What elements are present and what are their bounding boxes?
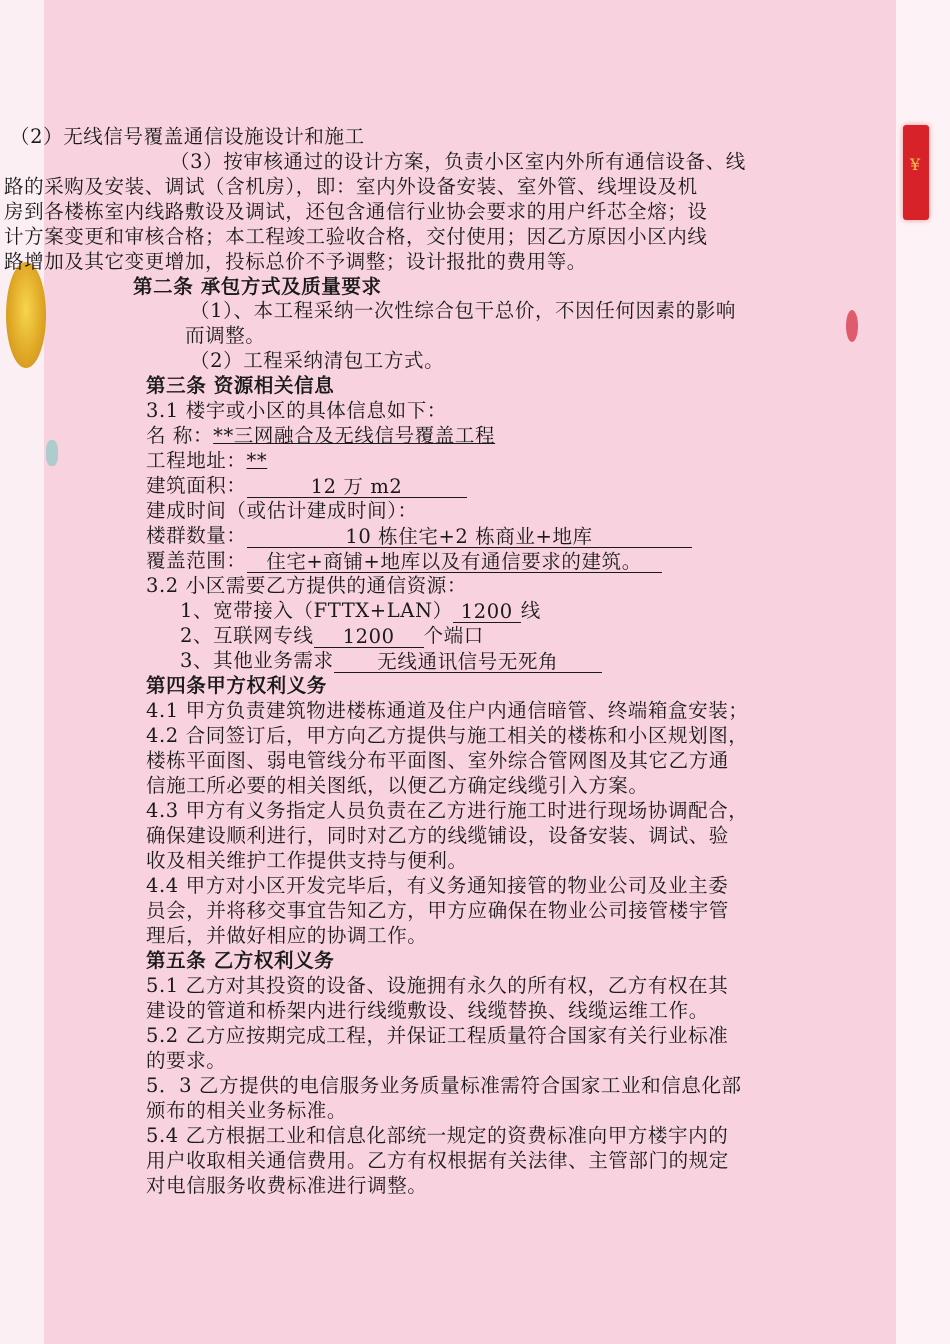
gold-coin-decoration [6,262,46,368]
clause-line: 计方案变更和审核合格；本工程竣工验收合格，交付使用；因乙方原因小区内线 [4,225,708,248]
resource-row [180,624,484,648]
field-unit: 线 [520,599,541,622]
clause-line: 4.4 甲方对小区开发完毕后，有义务通知接管的物业公司及业主委 [146,874,729,897]
field-value: 12 万 m2 [247,475,467,498]
clause-line: 5．3 乙方提供的电信服务业务质量标准需符合国家工业和信息化部 [146,1074,742,1097]
field-value: 1200 [314,625,424,648]
clause-line: 4.3 甲方有义务指定人员负责在乙方进行施工时进行现场协调配合， [146,799,749,822]
resource-row [180,599,541,623]
clause-line: 房到各楼栋室内线路敷设及调试，还包含通信行业协会要求的用户纤芯全熔；设 [4,200,708,223]
clause-line: 路增加及其它变更增加，投标总价不予调整；设计报批的费用等。 [4,250,587,273]
info-row-built-time: 建成时间（或估计建成时间）： [146,499,418,522]
clause-line: 对电信服务收费标准进行调整。 [146,1174,428,1197]
clause-line: 员会，并将移交事宜告知乙方，甲方应确保在物业公司接管楼宇管 [146,899,729,922]
field-label: 名 称： [146,424,214,447]
field-value: 住宅+商铺+地库以及有通信要求的建筑。 [247,550,662,573]
field-value: 1200 [453,600,521,623]
field-value: ** [246,449,268,472]
field-label: 楼群数量： [146,524,247,547]
clause-line: （3）按审核通过的设计方案，负责小区室内外所有通信设备、线 [170,150,746,173]
clause-line: 而调整。 [185,324,266,347]
clause-line: 4.1 甲方负责建筑物进楼栋通道及住户内通信暗管、终端箱盒安装； [146,699,749,722]
field-value: **三网融合及无线信号覆盖工程 [213,424,496,447]
clause-line: （2）工程采纳清包工方式。 [190,349,445,372]
info-row-buildings [146,524,692,548]
clause-line: 路的采购及安装、调试（含机房），即：室内外设备安装、室外管、线埋设及机 [4,175,698,198]
info-row-area [146,474,467,498]
clause-line: 5.2 乙方应按期完成工程，并保证工程质量符合国家有关行业标准 [146,1024,729,1047]
clause-line: 用户收取相关通信费用。乙方有权根据有关法律、主管部门的规定 [146,1149,729,1172]
red-dot-decoration [846,310,858,342]
clause-line: （1）、本工程采纳一次性综合包干总价，不因任何因素的影响 [190,299,736,322]
clause-line: 4.2 合同签订后，甲方向乙方提供与施工相关的楼栋和小区规划图， [146,724,749,747]
info-row-coverage [146,549,662,573]
article-heading: 第四条甲方权利义务 [146,674,327,697]
clause-line: 3.2 小区需要乙方提供的通信资源： [146,574,468,597]
clause-line: 收及相关维护工作提供支持与便利。 [146,849,468,872]
field-label: 工程地址： [146,449,247,472]
info-row-address [146,449,267,473]
field-value: 10 栋住宅+2 栋商业+地库 [247,525,692,548]
field-label: 3、其他业务需求 [180,649,334,672]
clause-line: 的要求。 [146,1049,227,1072]
field-label: 建筑面积： [146,474,247,497]
field-unit: 个端口 [423,624,484,647]
clause-line: 3.1 楼宇或小区的具体信息如下： [146,399,447,422]
info-row-name [146,424,495,448]
field-label: 覆盖范围： [146,549,247,572]
red-envelope-decoration [903,125,929,220]
resource-row [180,649,602,673]
clause-line: 颁布的相关业务标准。 [146,1099,348,1122]
clause-line: 楼栋平面图、弱电管线分布平面图、室外综合管网图及其它乙方通 [146,749,729,772]
field-label: 1、宽带接入（FTTX+LAN） [180,599,453,622]
clause-line: 5.1 乙方对其投资的设备、设施拥有永久的所有权，乙方有权在其 [146,974,729,997]
clause-line: （2）无线信号覆盖通信设施设计和施工 [10,125,365,148]
clause-line: 建设的管道和桥架内进行线缆敷设、线缆替换、线缆运维工作。 [146,999,709,1022]
clause-line: 5.4 乙方根据工业和信息化部统一规定的资费标准向甲方楼宇内的 [146,1124,729,1147]
clause-line: 信施工所必要的相关图纸，以便乙方确定线缆引入方案。 [146,774,649,797]
article-heading: 第二条 承包方式及质量要求 [133,275,382,298]
clause-line: 理后，并做好相应的协调工作。 [146,924,428,947]
field-value: 无线通讯信号无死角 [334,650,602,673]
article-heading: 第三条 资源相关信息 [146,374,335,397]
teal-mark-decoration [46,440,58,466]
field-label: 2、互联网专线 [180,624,314,647]
article-heading: 第五条 乙方权利义务 [146,949,335,972]
clause-line: 确保建设顺利进行，同时对乙方的线缆铺设，设备安装、调试、验 [146,824,729,847]
